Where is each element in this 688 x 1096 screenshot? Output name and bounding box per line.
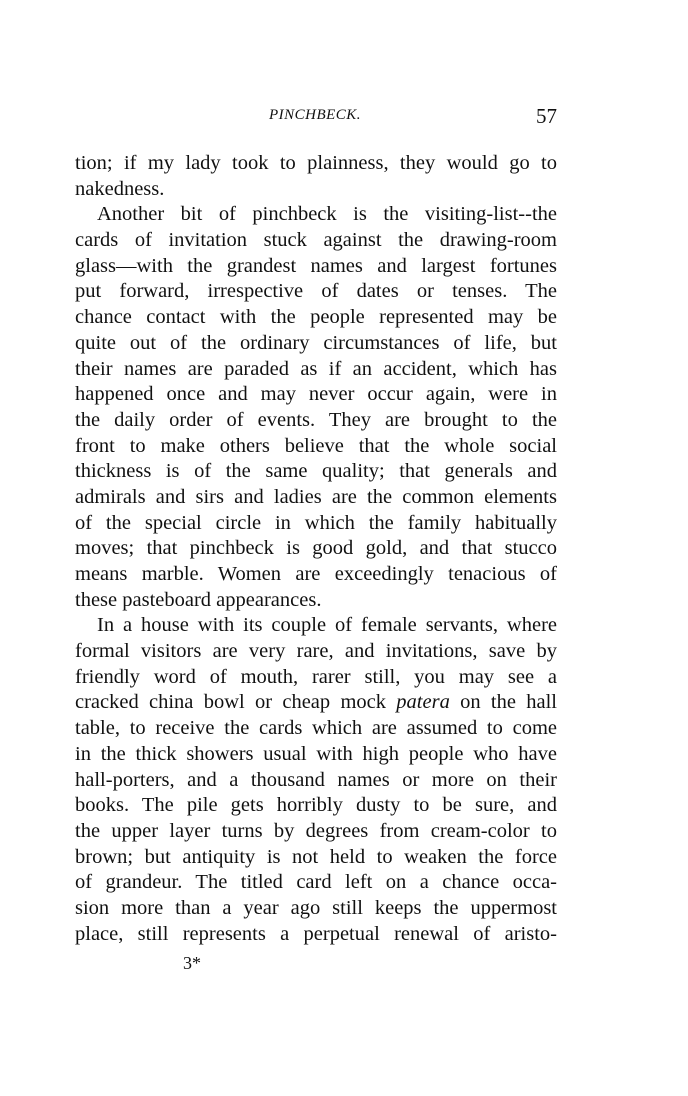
line-text: their names are paraded as if an accident, which has <box>75 357 557 380</box>
text-line <box>75 459 557 485</box>
text-line <box>75 228 557 254</box>
line-text: chance contact with the people represented may be <box>75 306 557 329</box>
line-text: the upper layer turns by degrees from cream-color to <box>75 819 557 842</box>
line-text: glass—with the grandest names and largest fortunes <box>75 254 557 277</box>
line-text: hall-porters, and a thousand names or more on their <box>75 768 557 791</box>
line-text-after: on the hall <box>449 691 557 714</box>
text-line <box>75 870 557 896</box>
line-text: admirals and sirs and ladies are the common elements <box>75 485 557 508</box>
line-text: place, still represents a perpetual renewal of aristo- <box>75 922 557 945</box>
text-line <box>75 922 557 948</box>
text-line <box>75 382 557 408</box>
text-line <box>75 151 557 177</box>
text-line <box>75 305 557 331</box>
line-text: books. The pile gets horribly dusty to be sure, and <box>75 794 557 817</box>
text-line <box>75 690 557 716</box>
line-text: cards of invitation stuck against the drawing-room <box>75 229 557 252</box>
running-title: PINCHBECK. <box>268 107 362 123</box>
line-text: happened once and may never occur again, were in <box>75 383 557 406</box>
text-line <box>75 896 557 922</box>
signature-mark: 3* <box>183 953 201 973</box>
text-line <box>75 177 557 203</box>
line-text: friendly word of mouth, rarer still, you may see a <box>75 665 557 688</box>
line-text: In a house with its couple of female servants, where <box>97 614 557 637</box>
line-text: cracked china bowl or cheap mock <box>75 691 397 714</box>
line-text: sion more than a year ago still keeps the uppermost <box>75 896 557 919</box>
text-line <box>75 536 557 562</box>
text-line <box>75 331 557 357</box>
line-text: formal visitors are very rare, and invitations, save by <box>75 640 557 663</box>
italic-word: patera <box>396 691 450 714</box>
line-text: in the thick showers usual with high people who have <box>75 742 557 765</box>
text-line <box>75 639 557 665</box>
line-text: Another bit of pinchbeck is the visiting-list--the <box>97 203 557 226</box>
text-line <box>75 562 557 588</box>
line-text: brown; but antiquity is not held to weaken the force <box>75 845 557 868</box>
line-text: quite out of the ordinary circumstances of life, but <box>75 331 557 354</box>
text-line <box>75 613 557 639</box>
text-line <box>75 768 557 794</box>
line-text: the daily order of events. They are brought to the <box>75 408 557 431</box>
line-text: moves; that pinchbeck is good gold, and that stucco <box>75 537 557 560</box>
text-line <box>75 254 557 280</box>
line-text: of grandeur. The titled card left on a chance occa- <box>75 871 557 894</box>
text-line <box>75 485 557 511</box>
text-line <box>75 279 557 305</box>
text-line <box>75 793 557 819</box>
text-line <box>75 742 557 768</box>
text-line <box>75 357 557 383</box>
line-text: of the special circle in which the family habitually <box>75 511 557 534</box>
text-line <box>75 202 557 228</box>
page-number: 57 <box>536 104 557 128</box>
text-line <box>75 819 557 845</box>
line-text: table, to receive the cards which are assumed to come <box>75 717 557 740</box>
text-line <box>75 588 557 614</box>
line-text: put forward, irrespective of dates or tenses. The <box>75 280 557 303</box>
line-text: nakedness. <box>75 177 165 200</box>
text-line <box>75 408 557 434</box>
body-text <box>75 151 557 947</box>
text-line <box>75 434 557 460</box>
line-text: tion; if my lady took to plainness, they would go to <box>75 152 557 174</box>
text-line <box>75 665 557 691</box>
text-line <box>75 511 557 537</box>
line-text: thickness is of the same quality; that generals and <box>75 460 557 483</box>
running-header <box>75 104 557 130</box>
text-line <box>75 716 557 742</box>
text-line <box>75 845 557 871</box>
line-text: front to make others believe that the whole social <box>75 434 557 457</box>
line-text: these pasteboard appearances. <box>75 588 322 611</box>
line-text: means marble. Women are exceedingly tenacious of <box>75 563 557 585</box>
